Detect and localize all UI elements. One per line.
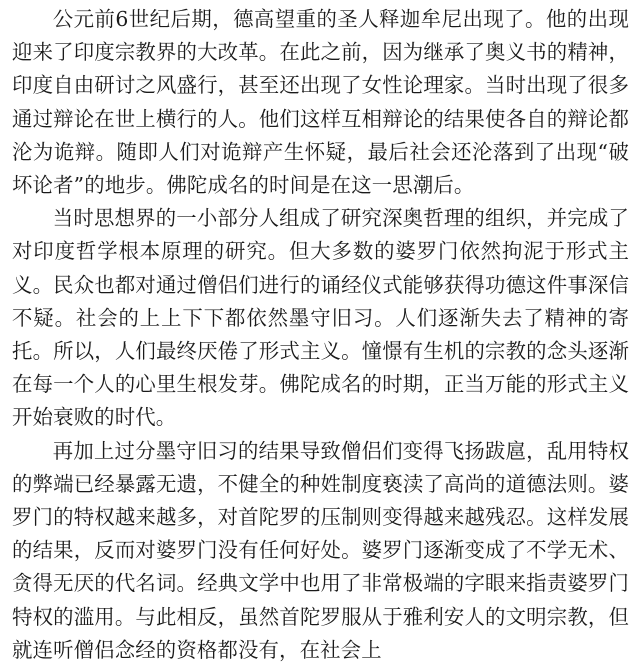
paragraph-buddha-emergence: 公元前6世纪后期，德高望重的圣人释迦牟尼出现了。他的出现迎来了印度宗教界的大改革。在此之前，因为继承了奥义书的精神，印度自由研讨之风盛行，甚至还出现了女性论理家。当时出现了很多通过辩论在世上横行的人。他们这样互相辩论的结果使各自的辩论都沦为诡辩。随即人们对诡辩产生怀疑，最后社会还沦落到了出现“破坏论者”的地步。佛陀成名的时间是在这一思潮后。 [12,7,629,198]
document-page [12,3,629,667]
paragraph-brahmin-privilege: 再加上过分墨守旧习的结果导致僧侣们变得飞扬跋扈，乱用特权的弊端已经暴露无遗，不健全的种姓制度亵渎了高尚的道德法则。婆罗门的特权越来越多，对首陀罗的压制则变得越来越残忍。这样发展的结果，反而对婆罗门没有任何好处。婆罗门逐渐变成了不学无术、贪得无厌的代名词。经典文学中也用了非常极端的字眼来指责婆罗门特权的滥用。与此相反，虽然首陀罗服从于雅利安人的文明宗教，但就连听僧侣念经的资格都没有，在社会上 [12,438,629,662]
paragraph-formalism: 当时思想界的一小部分人组成了研究深奥哲理的组织，并完成了对印度哲学根本原理的研究。但大多数的婆罗门依然拘泥于形式主义。民众也都对通过僧侣们进行的诵经仪式能够获得功德这件事深信不疑。社会的上上下下都依然墨守旧习。人们逐渐失去了精神的寄托。所以，人们最终厌倦了形式主义。憧憬有生机的宗教的念头逐渐在每一个人的心里生根发芽。佛陀成名的时期，正当万能的形式主义开始衰败的时代。 [12,206,629,430]
